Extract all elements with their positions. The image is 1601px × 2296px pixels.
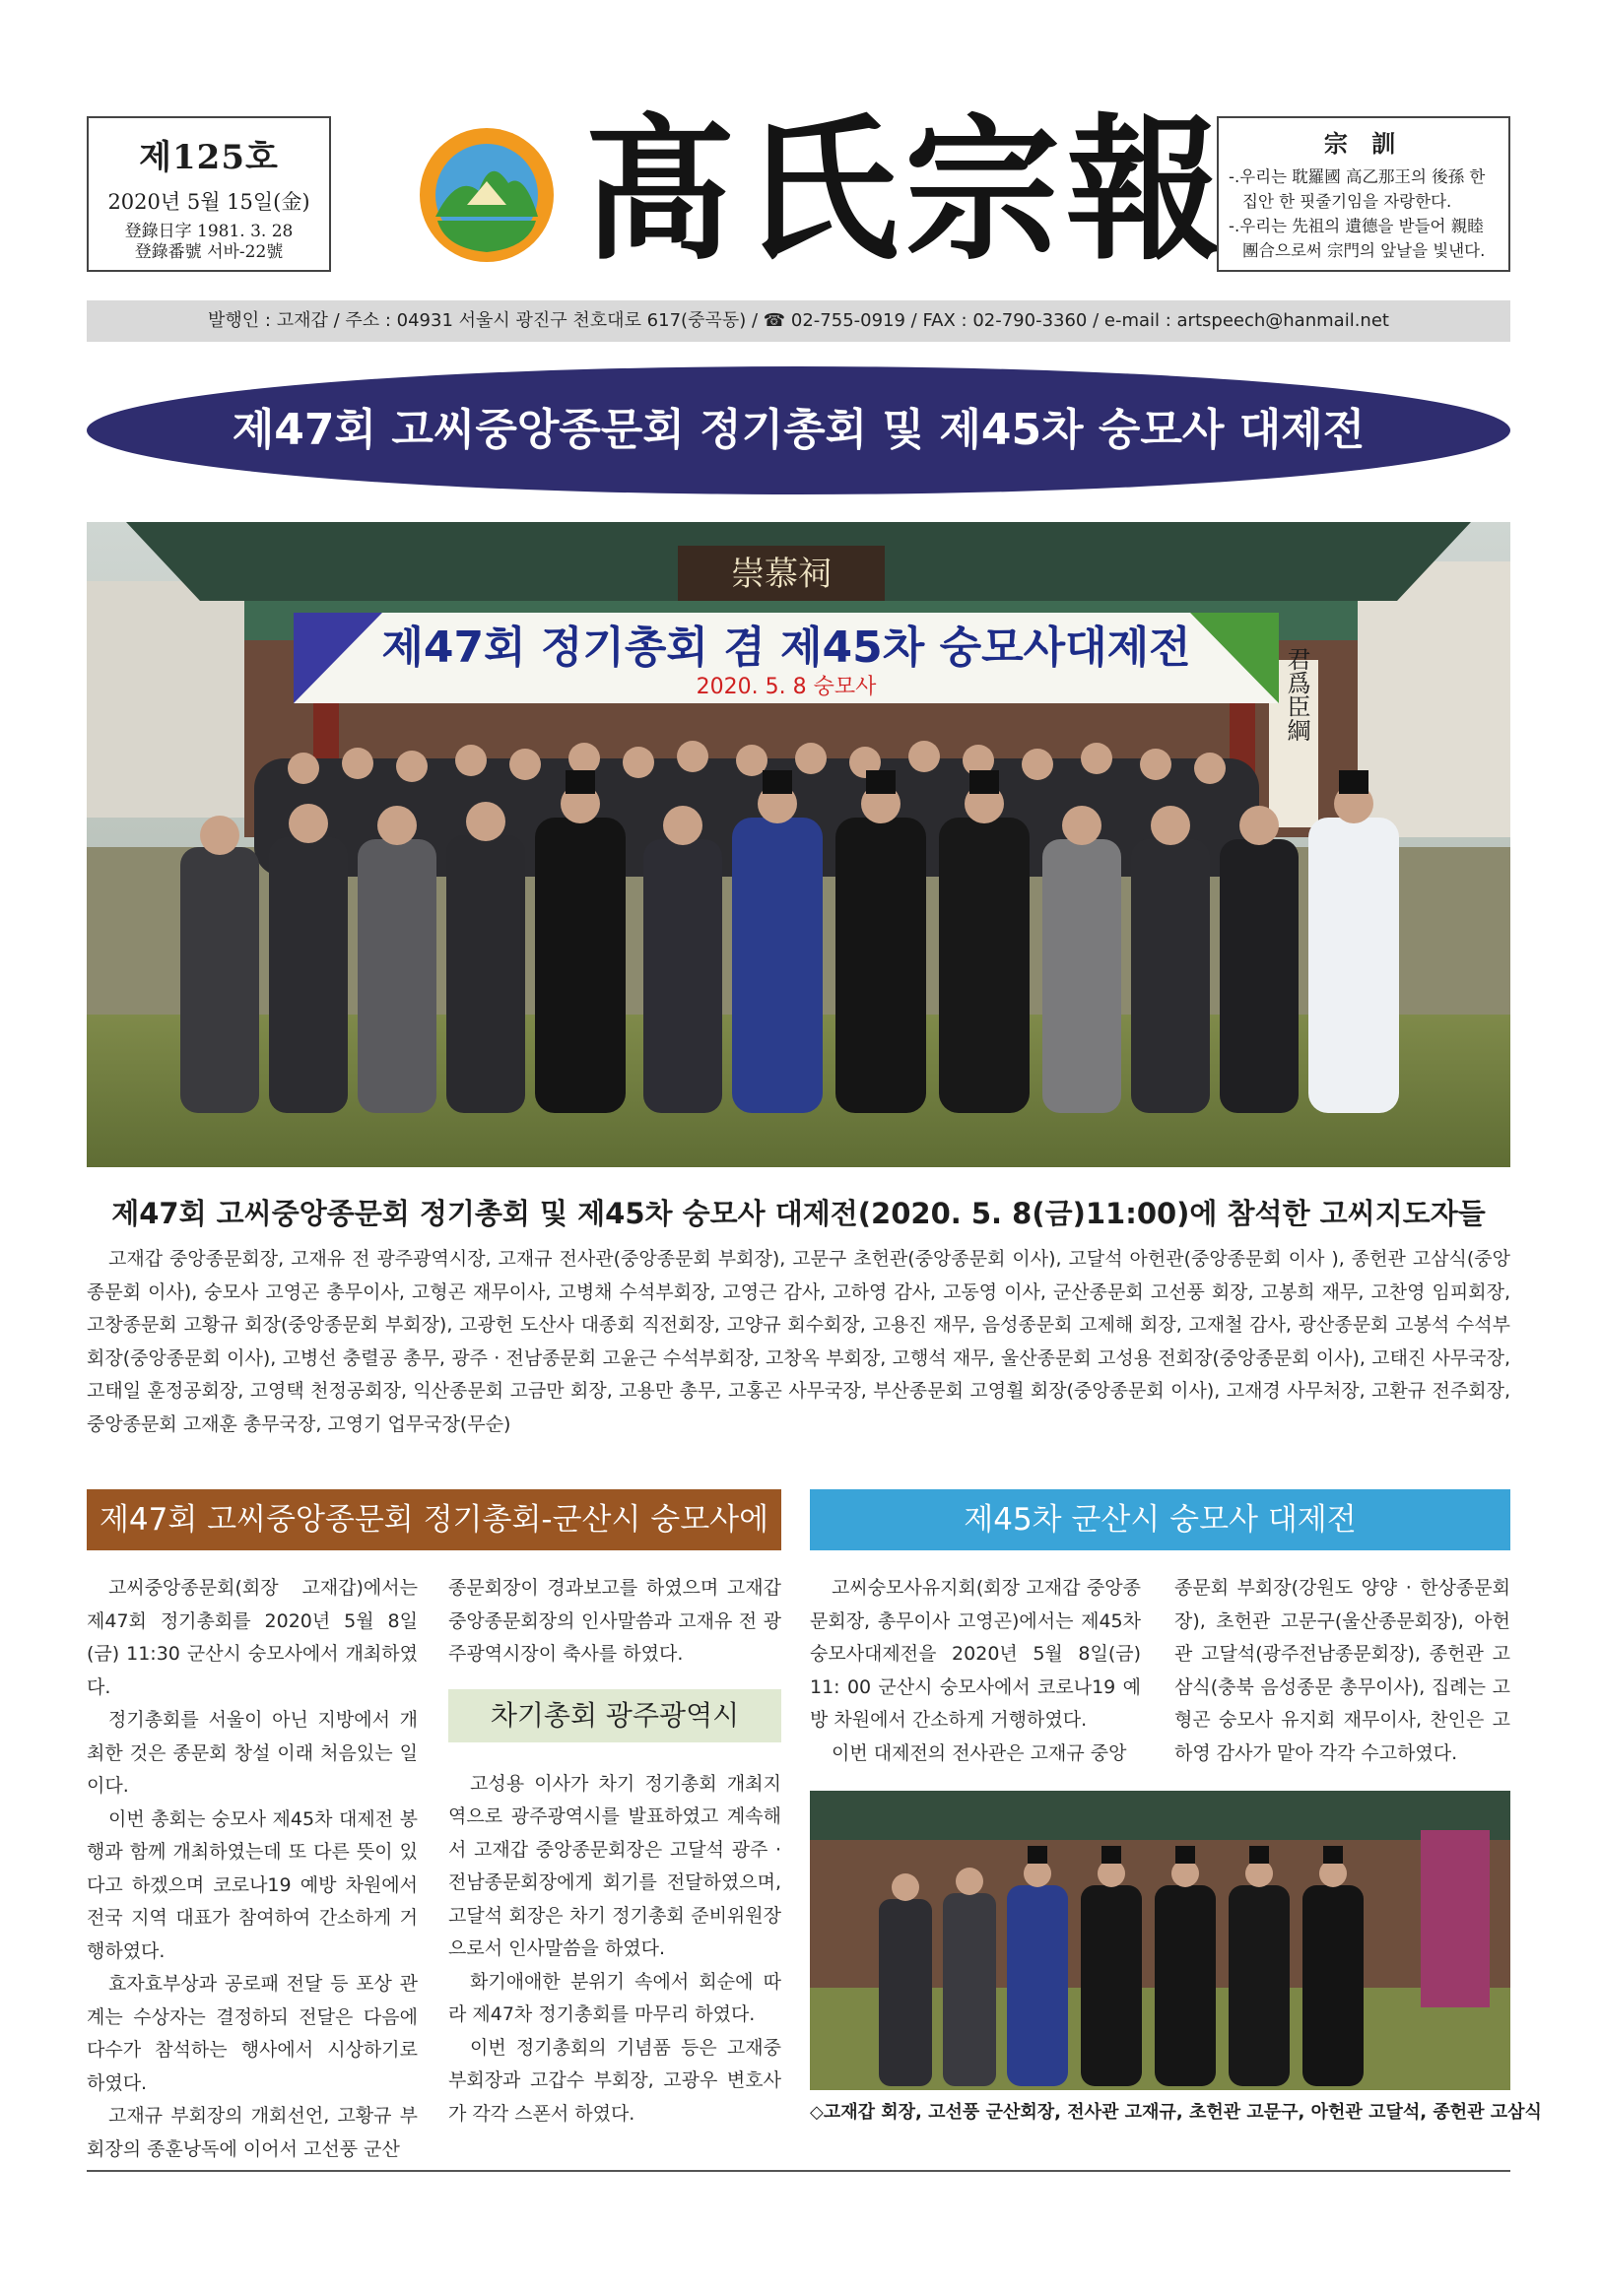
motto-line: -.우리는 耽羅國 高乙那王의 後孫 한 — [1229, 167, 1486, 186]
article-paragraph: 이번 정기총회의 기념품 등은 고재중 부회장과 고갑수 부회장, 고광우 변호사가 각각 스폰서 하였다. — [448, 2036, 781, 2125]
page-bottom-rule — [87, 2170, 1510, 2172]
issue-info-box — [87, 116, 331, 272]
group-photo-main — [87, 522, 1510, 1167]
motto-line: -.우리는 先祖의 遺德을 받들어 親睦 — [1229, 217, 1484, 235]
section-title-memorial-rite: 제45차 군산시 숭모사 대제전 — [810, 1489, 1510, 1550]
clan-logo-icon — [418, 126, 556, 264]
article-column-2 — [448, 1572, 781, 2131]
attendees-list: 고재갑 중앙종문회장, 고재유 전 광주광역시장, 고재규 전사관(중앙종문회 부회장), 고문구 초헌관(중앙종문회 이사), 고달석 아헌관(중앙종문회 이사 ), 종헌관 고삼식(중앙종문회 이사), 숭모사 고영곤 총무이사, 고형곤 재무이사, 고병채 수석부회장, 고영근 감사, 고하영 감사, 고동영 이사, 군산종문회 고선풍 회장, 고봉희 재무, 고찬영 임피회장, 고창종문회 고황규 회장(중앙종문회 부회장), 고광헌 도산사 대종회 직전회장, 고양규 회수회장, 고용진 재무, 음성종문회 고제해 회장, 고재철 감사, 광산종문회 고봉석 수석부회장(중앙종문회 이사), 고병선 충렬공 총무, 광주 · 전남종문회 고윤근 수석부회장, 고창옥 부회장, 고행석 재무, 울산종문회 고성용 전회장(중앙종문회 이사), 고태진 사무국장, 고태일 훈정공회장, 고영택 천정공회장, 익산종문회 고금만 회장, 고용만 총무, 고홍곤 사무국장, 부산종문회 고영휠 회장(중앙종문회 이사), 고재경 사무처장, 고환규 전주회장, 중앙종문회 고재훈 총무국장, 고영기 업무국장(무순) — [87, 1248, 1510, 1435]
article-paragraph: 고재규 부회장의 개회선언, 고황규 부회장의 종훈낭독에 이어서 고선풍 군산 — [87, 2105, 418, 2160]
article-paragraph: 효자효부상과 공로패 전달 등 포상 관계는 수상자는 결정하되 전달은 다음에 다수가 참석하는 행사에서 시상하기로 하였다. — [87, 1973, 418, 2094]
registration-date: 登錄日字 1981. 3. 28 — [124, 222, 294, 241]
event-banner-text: 제47회 정기총회 겸 제45차 숭모사대제전 — [381, 623, 1191, 673]
subheading-next-meeting: 차기총회 광주광역시 — [448, 1689, 781, 1742]
officials-photo — [810, 1791, 1510, 2090]
registration-number: 登錄番號 서바-22號 — [134, 242, 284, 262]
article-column-1 — [87, 1572, 418, 2166]
article-paragraph: 화기애애한 분위기 속에서 회순에 따라 제47차 정기총회를 마무리 하였다. — [448, 1970, 781, 2025]
article-paragraph: 종문회 부회장(강원도 양양 · 한상종문회장), 초헌관 고문구(울산종문회장), 아헌관 고달석(광주전남종문회장), 종헌관 고삼식(충북 음성종문 총무이사), 집례는 고형곤 숭모사 유지회 재무이사, 찬인은 고하영 감사가 맡아 각각 수고하였다. — [1174, 1577, 1510, 1764]
motto-title: 宗 訓 — [1323, 129, 1404, 158]
issue-date: 2020년 5월 15일(金) — [107, 190, 310, 214]
officials-photo-caption: ◇고재갑 회장, 고선풍 군산회장, 전사관 고재규, 초헌관 고문구, 아헌관 고달석, 종헌관 고삼식 — [810, 2102, 1542, 2123]
article-paragraph: 종문회장이 경과보고를 하였으며 고재갑 중앙종문회장의 인사말씀과 고재유 전 광주광역시장이 축사를 하였다. — [448, 1577, 781, 1665]
motto-line: 團合으로써 宗門의 앞날을 빛낸다. — [1242, 241, 1486, 260]
main-headline: 제47회 고씨중앙종문회 정기총회 및 제45차 숭모사 대제전 — [87, 366, 1510, 494]
motto-line: 집안 한 핏줄기임을 자랑한다. — [1242, 192, 1452, 211]
article-paragraph: 고씨숭모사유지회(회장 고재갑 중앙종문회장, 총무이사 고영곤)에서는 제45차 숭모사대제전을 2020년 5월 8일(금) 11: 00 군산시 숭모사에서 코로나19 예방 차원에서 간소하게 거행하였다. — [810, 1577, 1141, 1731]
registration-info — [89, 222, 329, 263]
article-paragraph: 고성용 이사가 차기 정기총회 개최지역으로 광주광역시를 발표하였고 계속해서 고재갑 중앙종문회장은 고달석 광주 · 전남종문회장에게 회기를 전달하였으며, 고달석 회장은 차기 정기총회 준비위원장으로서 인사말씀을 하였다. — [448, 1772, 781, 1959]
article-column-3 — [810, 1572, 1141, 1770]
newspaper-title: 髙氏宗報 — [581, 99, 1228, 282]
pillar-inscription: 君爲臣綱 — [1283, 647, 1310, 742]
article-paragraph: 이번 대제전의 전사관은 고재규 중앙 — [832, 1741, 1127, 1764]
section-title-general-meeting: 제47회 고씨중앙종문회 정기총회-군산시 숭모사에서 — [87, 1489, 781, 1550]
event-banner-date: 2020. 5. 8 숭모사 — [696, 675, 877, 699]
clan-motto-box — [1217, 116, 1510, 272]
main-photo-caption: 제47회 고씨중앙종문회 정기총회 및 제45차 숭모사 대제전(2020. 5. 8(금)11:00)에 참석한 고씨지도자들 — [111, 1197, 1486, 1230]
publisher-info-bar: 발행인 : 고재갑 / 주소 : 04931 서울시 광진구 천호대로 617(중곡동) / ☎ 02-755-0919 / FAX : 02-790-3360 / e-mail : artspeech@hanmail.net — [87, 300, 1510, 342]
article-paragraph: 이번 총회는 숭모사 제45차 대제전 봉행과 함께 개최하였는데 또 다른 뜻이 있다고 하겠으며 코로나19 예방 차원에서 전국 지역 대표가 참여하여 간소하게 거행하였다. — [87, 1807, 418, 1962]
issue-number: 제125호 — [139, 138, 279, 177]
article-paragraph: 정기총회를 서울이 아닌 지방에서 개최한 것은 종문회 창설 이래 처음있는 일이다. — [87, 1709, 418, 1797]
shrine-plaque: 崇慕祠 — [731, 555, 832, 594]
article-column-4 — [1174, 1572, 1510, 1770]
article-paragraph: 고씨중앙종문회(회장 고재갑)에서는 제47회 정기총회를 2020년 5월 8일(금) 11:30 군산시 숭모사에서 개최하였다. — [87, 1577, 418, 1698]
